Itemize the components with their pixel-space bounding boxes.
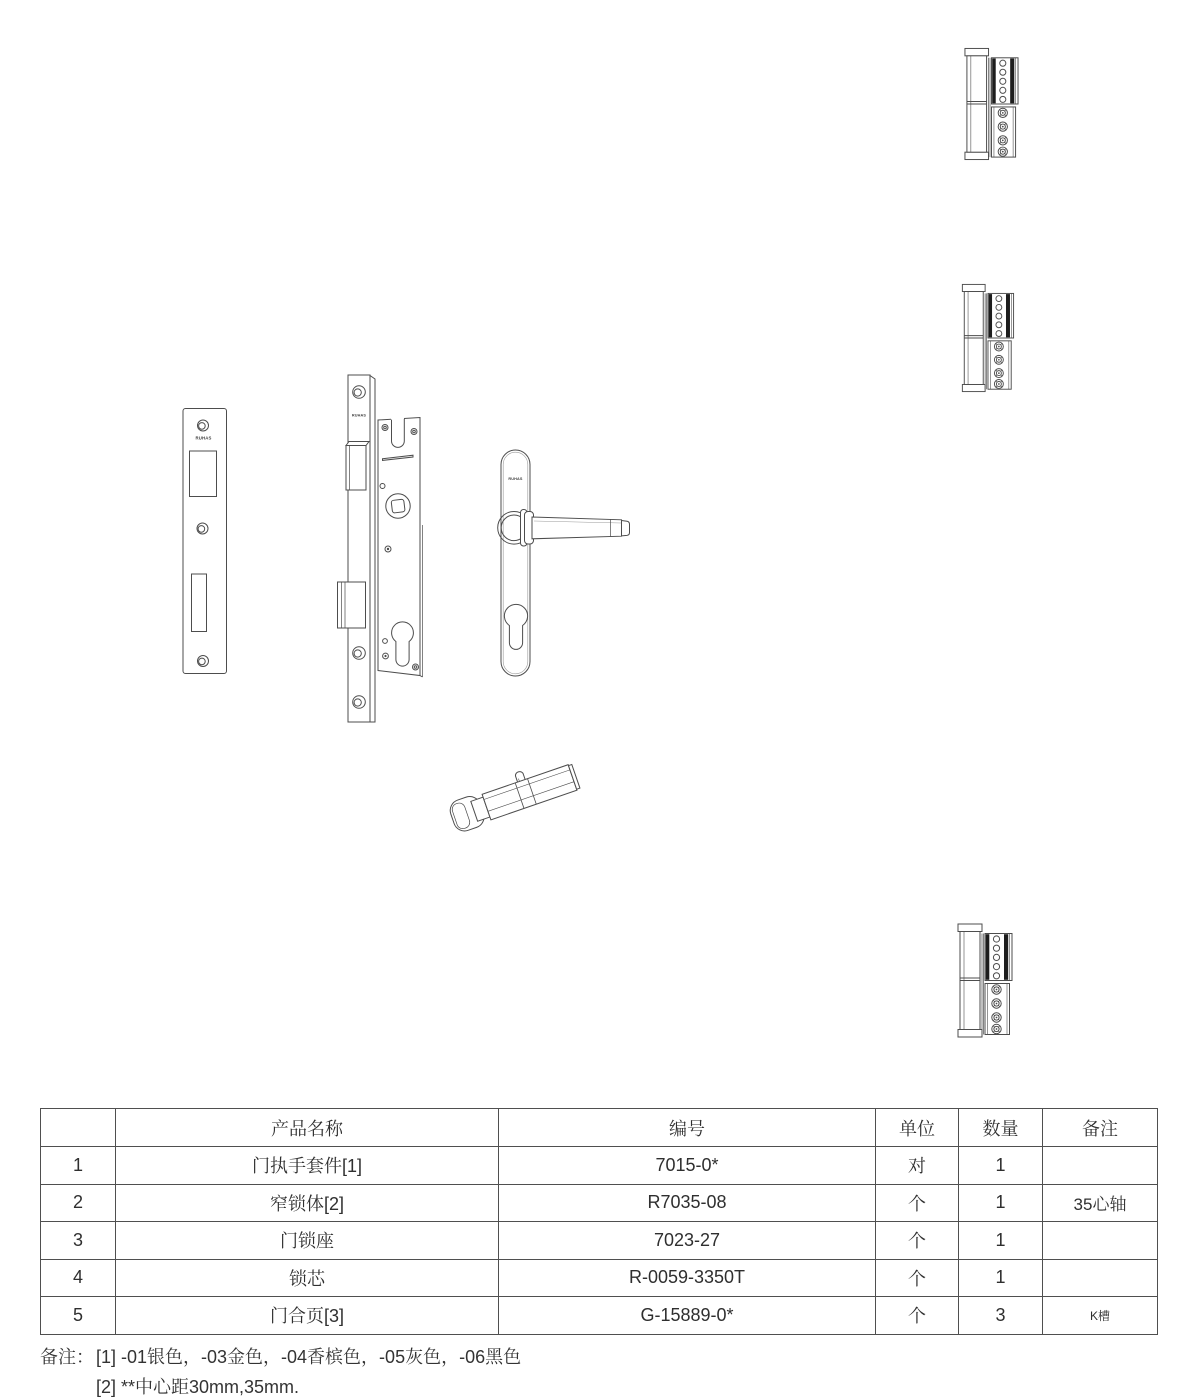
footnotes-lines [96, 1342, 521, 1400]
cell-part-number: R-0059-3350T [499, 1259, 876, 1297]
footnote-line: [1] -01银色，-03金色，-04香槟色，-05灰色，-06黑色 [96, 1347, 522, 1367]
cell-unit: 个 [876, 1184, 959, 1222]
cell-quantity: 1 [959, 1147, 1043, 1185]
cell-unit: 对 [876, 1147, 959, 1185]
cell-product-name: 门锁座 [116, 1222, 499, 1260]
footnotes [40, 1342, 521, 1400]
cell-remark [1043, 1259, 1158, 1297]
cell-unit: 个 [876, 1222, 959, 1260]
cell-remark [1043, 1222, 1158, 1260]
cell-remark: 35心轴 [1043, 1184, 1158, 1222]
cell-part-number: 7023-27 [499, 1222, 876, 1260]
cell-quantity: 3 [959, 1297, 1043, 1335]
cell-index: 4 [41, 1259, 116, 1297]
bom-table [40, 1108, 1158, 1335]
brand-logo: RUHAS [351, 413, 367, 418]
table-header-row [41, 1109, 1158, 1147]
cell-product-name: 窄锁体[2] [116, 1184, 499, 1222]
cell-part-number: 7015-0* [499, 1147, 876, 1185]
cell-part-number: G-15889-0* [499, 1297, 876, 1335]
cell-product-name: 门合页[3] [116, 1297, 499, 1335]
cell-quantity: 1 [959, 1184, 1043, 1222]
footnotes-label: 备注： [40, 1347, 94, 1367]
lock-body-drawing [335, 370, 435, 730]
cell-index: 3 [41, 1222, 116, 1260]
column-header-product-name: 产品名称 [116, 1109, 499, 1147]
cell-index: 2 [41, 1184, 116, 1222]
cell-unit: 个 [876, 1297, 959, 1335]
door-hinge-middle-drawing [959, 283, 1016, 393]
cell-product-name: 锁芯 [116, 1259, 499, 1297]
column-header-remark: 备注 [1043, 1109, 1158, 1147]
table-row [41, 1297, 1158, 1335]
footnote-line: [2] **中心距30mm,35mm. [96, 1377, 300, 1397]
column-header-part-number: 编号 [499, 1109, 876, 1147]
cell-part-number: R7035-08 [499, 1184, 876, 1222]
table-row [41, 1184, 1158, 1222]
door-handle-drawing [490, 447, 632, 680]
column-header-quantity: 数量 [959, 1109, 1043, 1147]
cell-product-name: 门执手套件[1] [116, 1147, 499, 1185]
lock-cylinder-drawing [450, 740, 585, 852]
brand-logo: RUHAS [508, 477, 523, 481]
cell-unit: 个 [876, 1259, 959, 1297]
cell-index: 1 [41, 1147, 116, 1185]
cell-remark: K槽 [1043, 1297, 1158, 1335]
brand-logo: RUHAS [195, 435, 212, 441]
strike-plate-drawing [182, 407, 228, 675]
cell-remark [1043, 1147, 1158, 1185]
cell-index: 5 [41, 1297, 116, 1335]
door-hinge-bottom-drawing [955, 921, 1014, 1040]
cell-quantity: 1 [959, 1222, 1043, 1260]
table-row [41, 1222, 1158, 1260]
table-row [41, 1259, 1158, 1297]
door-hinge-top-drawing [962, 46, 1020, 162]
cell-quantity: 1 [959, 1259, 1043, 1297]
table-row [41, 1147, 1158, 1185]
column-header-index [41, 1109, 116, 1147]
column-header-unit: 单位 [876, 1109, 959, 1147]
